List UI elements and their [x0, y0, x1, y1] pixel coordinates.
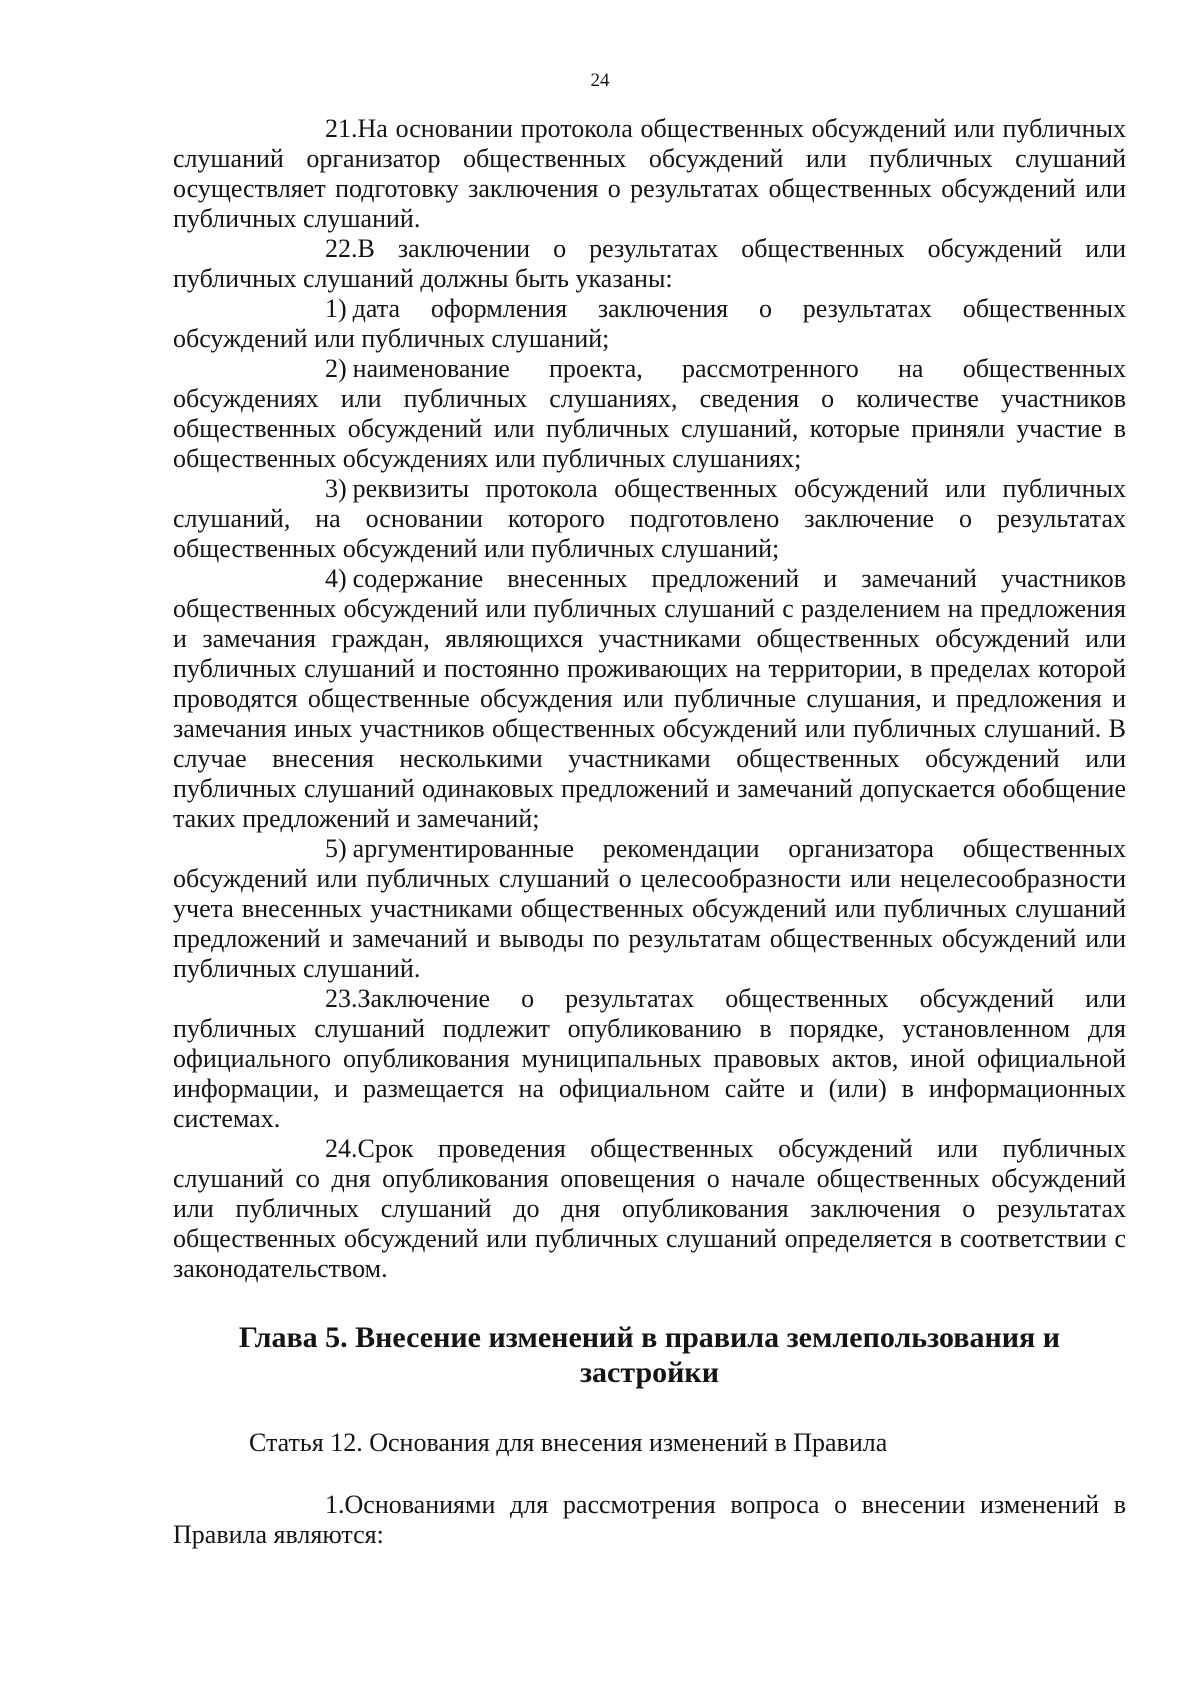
list-item-number: 3) — [325, 474, 347, 503]
paragraph-number: 21. — [325, 114, 358, 143]
list-item-number: 5) — [325, 834, 347, 863]
list-item-text: реквизиты протокола общественных обсуждений или публичных слушаний, на основании которого подготовлено заключение о результатах общественных обсуждений или публичных слушаний; — [173, 474, 1126, 563]
article-title: Статья 12. Основания для внесения изменений в Правила — [249, 1428, 888, 1457]
list-item-4 — [173, 564, 1126, 834]
list-item-number: 1) — [325, 294, 347, 323]
paragraph-22 — [173, 234, 1126, 294]
document-body — [173, 114, 1126, 1550]
list-item-text: содержание внесенных предложений и замечаний участников общественных обсуждений или публичных слушаний с разделением на предложения и замечания граждан, являющихся участниками общественных обсуждений или публичных слушаний и постоянно проживающих на территории, в пределах которой проводятся общественные обсуждения или публичные слушания, и предложения и замечания иных участников общественных обсуждений или публичных слушаний. В случае внесения несколькими участниками общественных обсуждений или публичных слушаний одинаковых предложений и замечаний допускается обобщение таких предложений и замечаний; — [173, 564, 1126, 833]
paragraph-21 — [173, 114, 1126, 234]
paragraph-number: 22. — [325, 234, 358, 263]
list-item-3 — [173, 474, 1126, 564]
paragraph-text: На основании протокола общественных обсуждений или публичных слушаний организатор общественных обсуждений или публичных слушаний осуществляет подготовку заключения о результатах общественных обсуждений или публичных слушаний. — [173, 114, 1126, 233]
paragraph-number: 1. — [325, 1490, 345, 1519]
list-item-number: 4) — [325, 564, 347, 593]
chapter-title: Глава 5. Внесение изменений в правила землепользования и застройки — [238, 1321, 1061, 1389]
page-number: 24 — [590, 70, 610, 91]
list-item-5 — [173, 834, 1126, 984]
list-item-text: аргументированные рекомендации организатора общественных обсуждений или публичных слушаний о целесообразности или нецелесообразности учета внесенных участниками общественных обсуждений или публичных слушаний предложений и замечаний и выводы по результатам общественных обсуждений или публичных слушаний. — [173, 834, 1126, 983]
list-item-text: дата оформления заключения о результатах общественных обсуждений или публичных слушаний; — [173, 294, 1126, 353]
article-paragraph-1 — [173, 1490, 1126, 1550]
paragraph-text: В заключении о результатах общественных обсуждений или публичных слушаний должны быть указаны: — [173, 234, 1126, 293]
list-item-number: 2) — [325, 354, 347, 383]
paragraph-23 — [173, 984, 1126, 1134]
list-item-text: наименование проекта, рассмотренного на общественных обсуждениях или публичных слушаниях, сведения о количестве участников общественных обсуждений или публичных слушаний, которые приняли участие в общественных обсуждениях или публичных слушаниях; — [173, 354, 1126, 473]
paragraph-number: 24. — [325, 1134, 358, 1163]
list-item-1 — [173, 294, 1126, 354]
list-item-2 — [173, 354, 1126, 474]
paragraph-text: Заключение о результатах общественных обсуждений или публичных слушаний подлежит опубликованию в порядке, установленном для официального опубликования муниципальных правовых актов, иной официальной информации, и размещается на официальном сайте и (или) в информационных системах. — [173, 984, 1126, 1133]
paragraph-text: Срок проведения общественных обсуждений или публичных слушаний со дня опубликования оповещения о начале общественных обсуждений или публичных слушаний до дня опубликования заключения о результатах общественных обсуждений или публичных слушаний определяется в соответствии с законодательством. — [173, 1134, 1126, 1283]
paragraph-text: Основаниями для рассмотрения вопроса о внесении изменений в Правила являются: — [173, 1490, 1126, 1549]
paragraph-number: 23. — [325, 984, 358, 1013]
paragraph-24 — [173, 1134, 1126, 1284]
